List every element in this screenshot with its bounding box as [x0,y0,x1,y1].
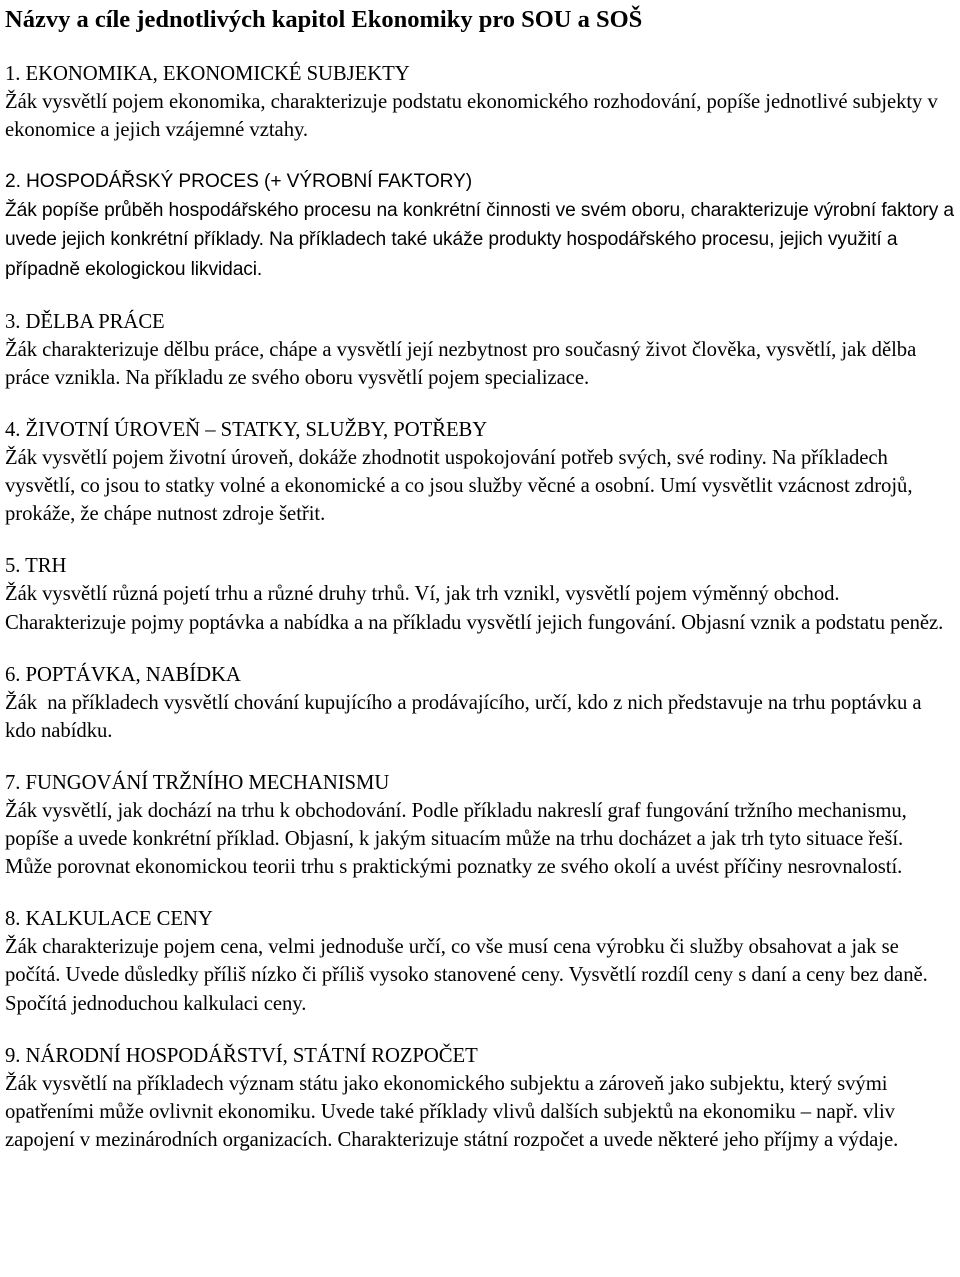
chapter-heading: 7. FUNGOVÁNÍ TRŽNÍHO MECHANISMU [5,771,390,794]
chapter-description [5,196,955,283]
chapter-description: Žák charakterizuje dělbu práce, chápe a vysvětlí její nezbytnost pro současný život člověka, vysvětlí, jak dělba práce vznikla. Na příkladu ze svého oboru vysvětlí pojem specializace. [5,338,917,389]
chapter-7 [5,769,955,881]
chapter-description: Žák na příkladech vysvětlí chování kupujícího a prodávajícího, určí, kdo z nich představuje na trhu poptávku a kdo nabídku. [5,691,927,742]
chapter-heading: 6. POPTÁVKA, NABÍDKA [5,663,241,686]
chapter-2 [5,168,955,283]
document-page [5,4,955,1178]
chapter-description-part: Žák popíše průběh hospodářského procesu na konkrétní činnosti ve svém oboru, charakterizuje výrobní faktory a uvede jejich konkrétní příklady. [5,200,955,251]
chapter-description: Žák charakterizuje pojem cena, velmi jednoduše určí, co vše musí cena výrobku či služby obsahovat a jak se počítá. Uvede důsledky příliš nízko či příliš vysoko stanovené ceny. Vysvětlí rozdíl ceny s daní a ceny bez daně. Spočítá jednoduchou kalkulaci ceny. [5,936,928,1015]
chapter-heading: 9. NÁRODNÍ HOSPODÁŘSTVÍ, STÁTNÍ ROZPOČET [5,1044,478,1067]
chapter-heading: 2. HOSPODÁŘSKÝ PROCES (+ VÝROBNÍ FAKTORY) [5,171,473,193]
chapter-8 [5,905,955,1017]
chapter-heading: 3. DĚLBA PRÁCE [5,310,165,333]
chapter-description: Žák vysvětlí na příkladech význam státu jako ekonomického subjektu a zároveň jako subjektu, který svými opatřeními může ovlivnit ekonomiku. Uvede také příklady vlivů dalších subjektů na ekonomiku – např. vliv zapojení v mezinárodních organizacích. Charakterizuje státní rozpočet a uvede některé jeho příjmy a výdaje. [5,1072,899,1151]
chapter-heading: 5. TRH [5,555,67,578]
chapter-6 [5,661,955,745]
chapter-heading: 4. ŽIVOTNÍ ÚROVEŇ – STATKY, SLUŽBY, POTŘEBY [5,418,488,441]
document-title: Názvy a cíle jednotlivých kapitol Ekonomiky pro SOU a SOŠ [5,6,643,33]
chapter-description: Žák vysvětlí pojem ekonomika, charakterizuje podstatu ekonomického rozhodování, popíše jednotlivé subjekty v ekonomice a jejich vzájemné vztahy. [5,91,938,142]
chapter-heading: 8. KALKULACE CENY [5,908,213,931]
chapter-description: Žák vysvětlí pojem životní úroveň, dokáže zhodnotit uspokojování potřeb svých, své rodiny. Na příkladech vysvětlí, co jsou to statky volné a ekonomické a co jsou služby věcné a osobní. Umí vysvětlit vzácnost zdrojů, prokáže, že chápe nutnost zdroje šetřit. [5,447,913,526]
chapter-description-part: Na příkladech také ukáže produkty hospodářského procesu, jejich využití a případně ekologickou likvidaci. [5,229,898,280]
chapter-description: Žák vysvětlí, jak dochází na trhu k obchodování. Podle příkladu nakreslí graf fungování tržního mechanismu, popíše a uvede konkrétní příklad. Objasní, k jakým situacím může na trhu docházet a jak trh tyto situace řeší. Může porovnat ekonomickou teorii trhu s praktickými poznatky ze svého okolí a uvést příčiny nesrovnalostí. [5,799,907,879]
chapter-description: Žák vysvětlí různá pojetí trhu a různé druhy trhů. Ví, jak trh vznikl, vysvětlí pojem výměnný obchod. Charakterizuje pojmy poptávka a nabídka a na příkladu vysvětlí jejich fungování. Objasní vznik a podstatu peněz. [5,583,944,634]
chapter-3 [5,308,955,392]
chapter-4 [5,416,955,528]
chapter-9 [5,1042,955,1154]
chapter-5 [5,552,955,636]
chapter-1 [5,60,955,144]
chapter-heading: 1. EKONOMIKA, EKONOMICKÉ SUBJEKTY [5,63,410,85]
